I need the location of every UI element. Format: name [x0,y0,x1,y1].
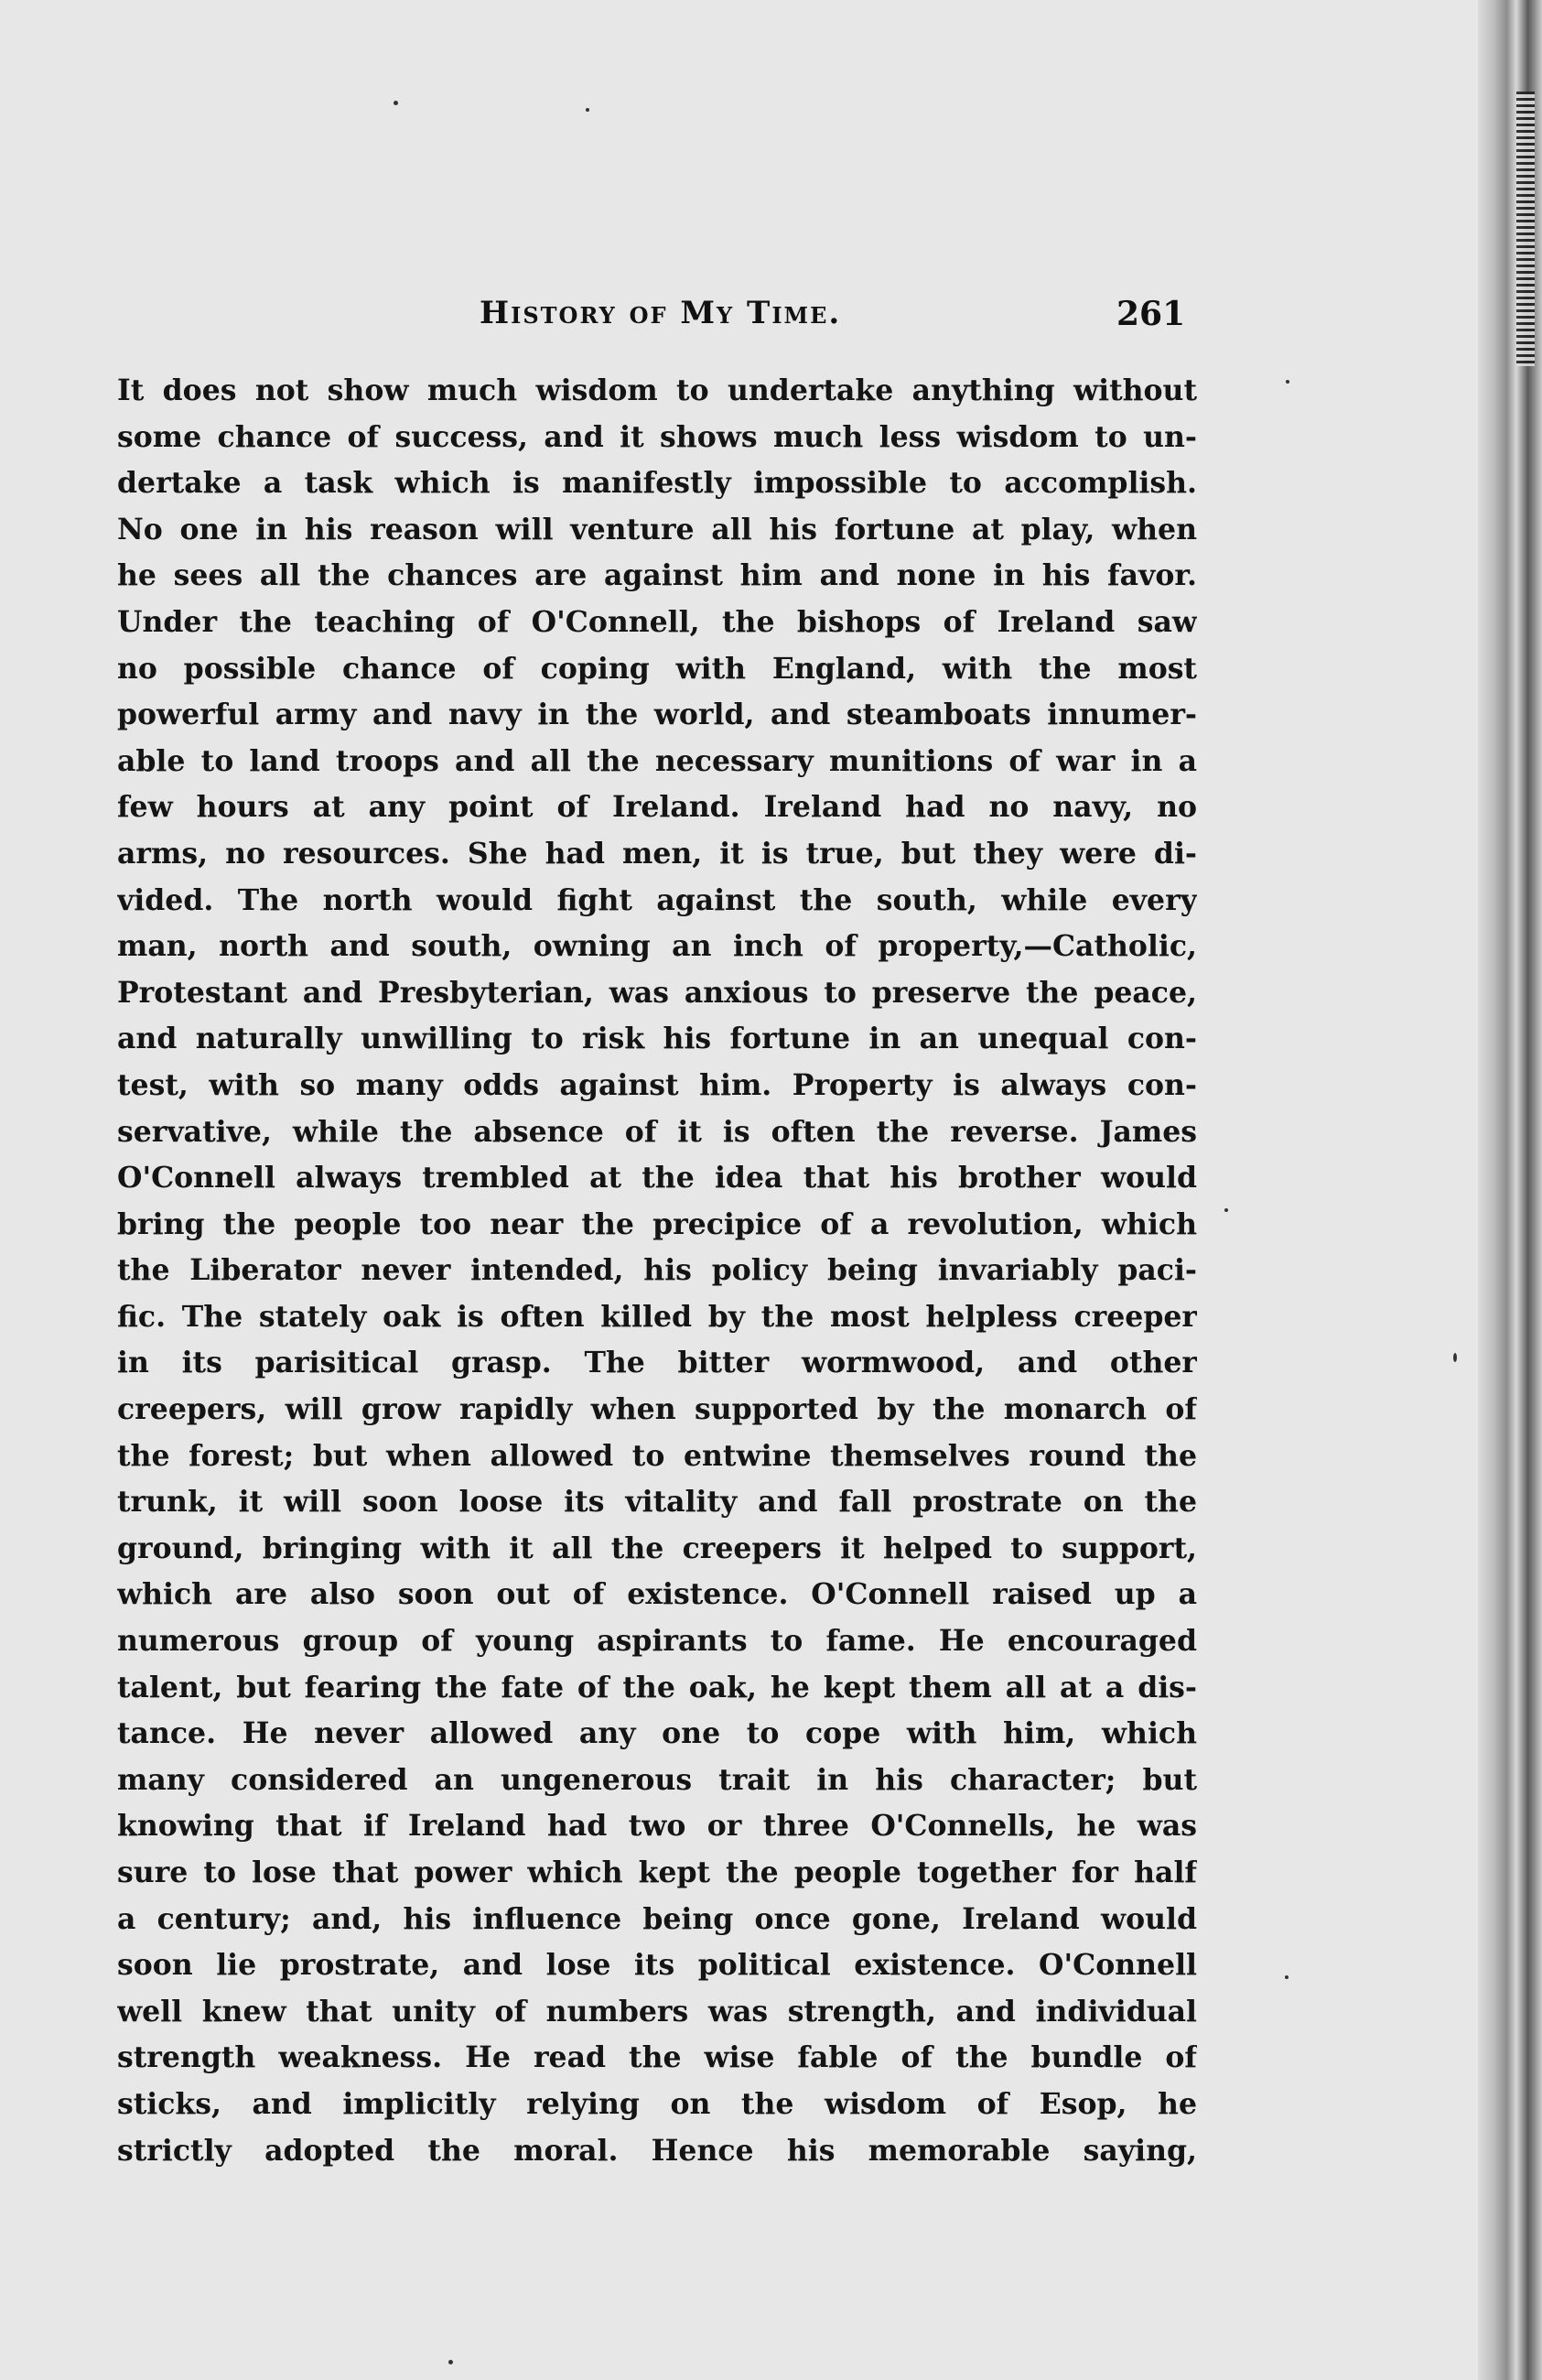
text-line: talent, but fearing the fate of the oak, he kept them all at a dis- [117,1670,1197,1704]
text-line: ground, bringing with it all the creepers it helped to support, [117,1531,1197,1565]
text-line: sure to lose that power which kept the people together for half [117,1855,1197,1889]
text-line: the Liberator never intended, his policy being invariably paci- [117,1253,1197,1288]
text-line: creepers, will grow rapidly when supported by the monarch of [117,1392,1197,1427]
text-line: Under the teaching of O'Connell, the bishops of Ireland saw [117,604,1197,639]
text-line: Protestant and Presbyterian, was anxious to preserve the peace, [117,975,1197,1010]
text-line: some chance of success, and it shows much less wisdom to un- [117,419,1197,454]
text-line: test, with so many odds against him. Property is always con- [117,1067,1197,1102]
text-line: and naturally unwilling to risk his fortune in an unequal con- [117,1022,1197,1056]
text-line: powerful army and navy in the world, and steamboats innumer- [117,698,1197,732]
page-number: 261 [1116,295,1186,333]
text-line: It does not show much wisdom to undertake anything without [117,373,1197,407]
text-line: vided. The north would fight against the south, while every [117,882,1197,917]
text-line: able to land troops and all the necessary munitions of war in a [117,743,1197,778]
text-line: man, north and south, owning an inch of property,—Catholic, [117,929,1197,964]
text-line: few hours at any point of Ireland. Ireland had no navy, no [117,790,1197,825]
text-line: strictly adopted the moral. Hence his memorable saying, [117,2133,1197,2168]
scan-speck [448,2360,453,2364]
text-line: a century; and, his influence being once gone, Ireland would [117,1901,1197,1936]
scan-speck [394,101,398,105]
text-line: the forest; but when allowed to entwine themselves round the [117,1438,1197,1473]
text-line: servative, while the absence of it is often the reverse. James [117,1114,1197,1149]
text-line: soon lie prostrate, and lose its political existence. O'Connell [117,1948,1197,1983]
text-line: dertake a task which is manifestly impossible to accomplish. [117,466,1197,501]
scan-speck [1285,1975,1289,1979]
text-line: fic. The stately oak is often killed by the most helpless creeper [117,1299,1197,1334]
running-header [0,295,1542,350]
text-line: strength weakness. He read the wise fable of the bundle of [117,2040,1197,2075]
text-line: well knew that unity of numbers was strength, and individual [117,1994,1197,2028]
scan-speck [1286,380,1289,384]
scan-speck [1453,1353,1457,1362]
text-line: bring the people too near the precipice of a revolution, which [117,1206,1197,1241]
text-line: tance. He never allowed any one to cope with him, which [117,1716,1197,1751]
scan-speck [1224,1208,1228,1212]
book-binding-edge [1478,0,1542,2380]
text-line: many considered an ungenerous trait in his character; but [117,1762,1197,1797]
text-line: in its parisitical grasp. The bitter wormwood, and other [117,1346,1197,1380]
scan-speck [586,108,589,112]
text-line: which are also soon out of existence. O'Connell raised up a [117,1577,1197,1612]
running-title: History of My Time. [480,295,842,331]
text-line: sticks, and implicitly relying on the wisdom of Esop, he [117,2086,1197,2121]
text-line: knowing that if Ireland had two or three O'Connells, he was [117,1809,1197,1844]
text-line: trunk, it will soon loose its vitality and fall prostrate on the [117,1485,1197,1520]
text-line: O'Connell always trembled at the idea that his brother would [117,1161,1197,1195]
text-line: numerous group of young aspirants to fame. He encouraged [117,1624,1197,1659]
text-line: No one in his reason will venture all his fortune at play, when [117,512,1197,546]
text-line: arms, no resources. She had men, it is true, but they were di- [117,836,1197,871]
text-line: he sees all the chances are against him and none in his favor. [117,558,1197,593]
text-line: no possible chance of coping with England, with the most [117,651,1197,686]
body-text [117,368,1197,2174]
